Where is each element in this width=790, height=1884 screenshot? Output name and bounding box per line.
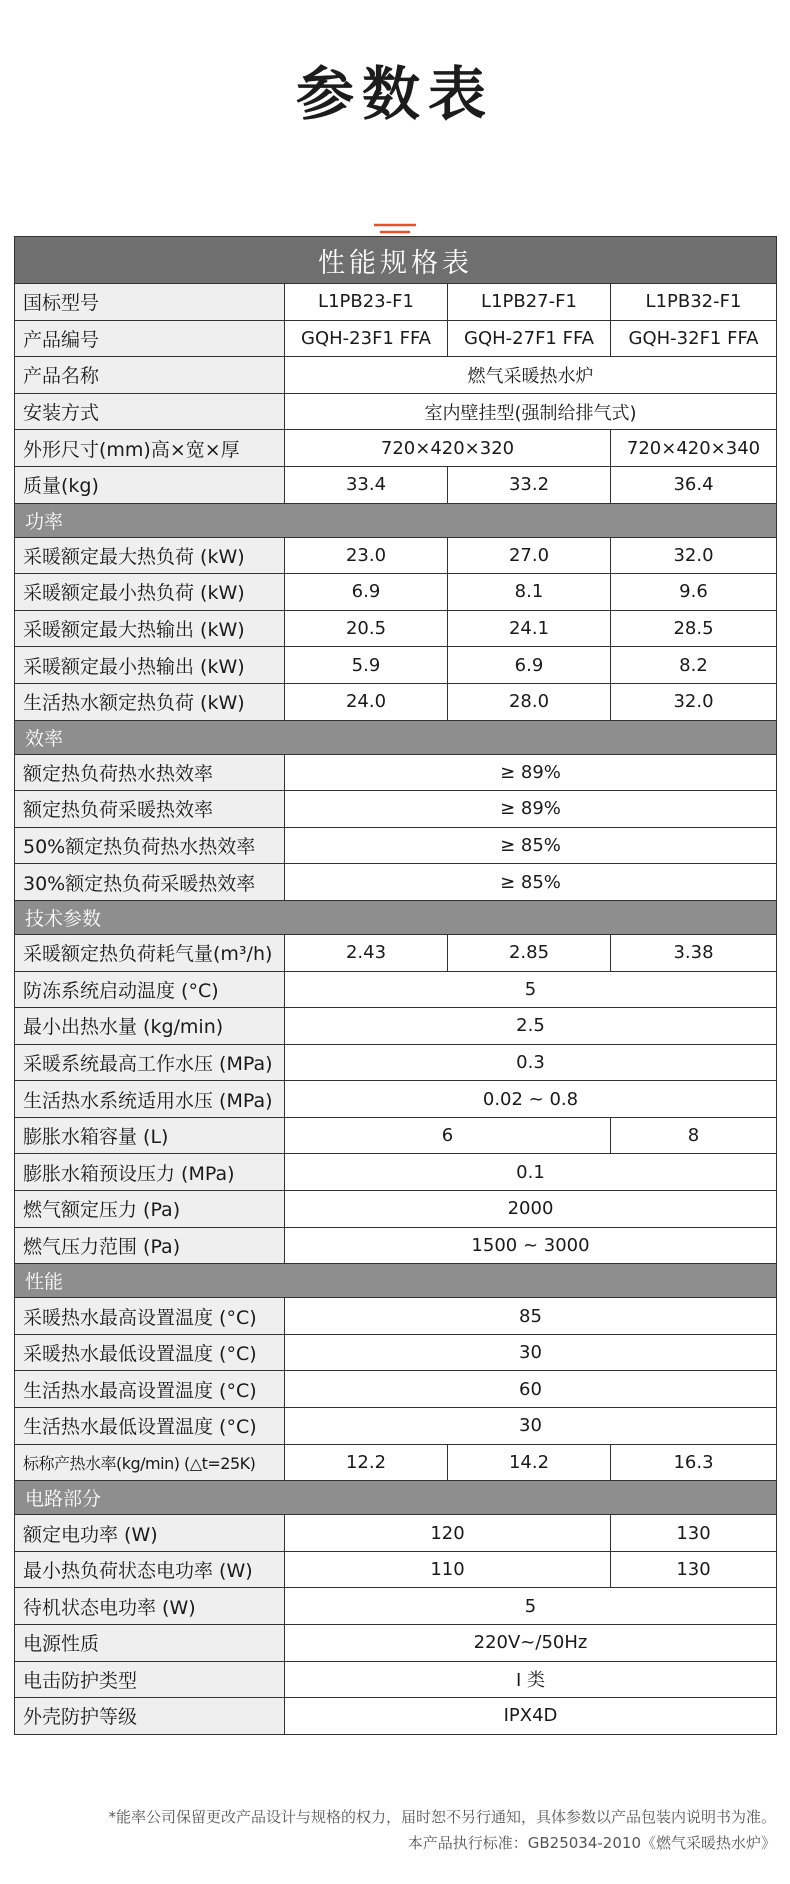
section-heading: 效率 bbox=[15, 720, 777, 754]
table-row bbox=[15, 284, 777, 321]
standard-note: 本产品执行标准：GB25034-2010《燃气采暖热水炉》 bbox=[407, 1834, 776, 1852]
cell: 33.2 bbox=[448, 466, 611, 503]
table-row bbox=[15, 1081, 777, 1118]
cell: 2.5 bbox=[285, 1008, 777, 1045]
cell: ≥ 89% bbox=[285, 754, 777, 791]
cell: 32.0 bbox=[611, 537, 777, 574]
section-heading: 技术参数 bbox=[15, 900, 777, 934]
cell: GQH-27F1 FFA bbox=[448, 320, 611, 357]
cell: 6.9 bbox=[448, 647, 611, 684]
cell: 8.1 bbox=[448, 574, 611, 611]
table-row bbox=[15, 1044, 777, 1081]
cell: 6 bbox=[285, 1117, 611, 1154]
cell: 28.5 bbox=[611, 610, 777, 647]
row-label: 待机状态电功率 (W) bbox=[15, 1588, 285, 1625]
table-title-row bbox=[15, 237, 777, 284]
table-row bbox=[15, 1154, 777, 1191]
row-label: 采暖额定最小热输出 (kW) bbox=[15, 647, 285, 684]
section-heading: 性能 bbox=[15, 1264, 777, 1298]
table-row bbox=[15, 357, 777, 394]
cell: 36.4 bbox=[611, 466, 777, 503]
table-row bbox=[15, 1227, 777, 1264]
table-row bbox=[15, 1408, 777, 1445]
table-row bbox=[15, 1625, 777, 1662]
spec-table bbox=[14, 236, 777, 1735]
row-label: 额定热负荷采暖热效率 bbox=[15, 791, 285, 828]
cell: 5 bbox=[285, 971, 777, 1008]
table-row bbox=[15, 647, 777, 684]
cell: 6.9 bbox=[285, 574, 448, 611]
cell: 16.3 bbox=[611, 1444, 777, 1481]
table-row bbox=[15, 610, 777, 647]
row-label: 燃气额定压力 (Pa) bbox=[15, 1191, 285, 1228]
row-label: 电击防护类型 bbox=[15, 1661, 285, 1698]
table-row bbox=[15, 827, 777, 864]
row-label: 50%额定热负荷热水热效率 bbox=[15, 827, 285, 864]
row-label: 电源性质 bbox=[15, 1625, 285, 1662]
row-label: 防冻系统启动温度 (°C) bbox=[15, 971, 285, 1008]
section-header-technical bbox=[15, 900, 777, 934]
row-label: 采暖热水最低设置温度 (°C) bbox=[15, 1334, 285, 1371]
cell: 220V~/50Hz bbox=[285, 1625, 777, 1662]
table-title: 性能规格表 bbox=[15, 237, 777, 284]
table-row bbox=[15, 1588, 777, 1625]
row-label: 最小出热水量 (kg/min) bbox=[15, 1008, 285, 1045]
table-row bbox=[15, 430, 777, 467]
row-label: 最小热负荷状态电功率 (W) bbox=[15, 1551, 285, 1588]
cell: 32.0 bbox=[611, 683, 777, 720]
table-row bbox=[15, 1551, 777, 1588]
row-label: 额定电功率 (W) bbox=[15, 1515, 285, 1552]
cell: L1PB27-F1 bbox=[448, 284, 611, 321]
cell: 5 bbox=[285, 1588, 777, 1625]
cell: 8.2 bbox=[611, 647, 777, 684]
row-label: 产品编号 bbox=[15, 320, 285, 357]
cell: IPX4D bbox=[285, 1698, 777, 1735]
section-heading: 电路部分 bbox=[15, 1481, 777, 1515]
cell: 0.3 bbox=[285, 1044, 777, 1081]
cell: L1PB32-F1 bbox=[611, 284, 777, 321]
cell: 110 bbox=[285, 1551, 611, 1588]
row-label: 采暖额定热负荷耗气量(m³/h) bbox=[15, 934, 285, 971]
table-row bbox=[15, 1515, 777, 1552]
row-label: 生活热水最高设置温度 (°C) bbox=[15, 1371, 285, 1408]
cell: 23.0 bbox=[285, 537, 448, 574]
table-row bbox=[15, 791, 777, 828]
row-label: 国标型号 bbox=[15, 284, 285, 321]
table-row bbox=[15, 1008, 777, 1045]
section-header-power bbox=[15, 503, 777, 537]
row-label: 采暖系统最高工作水压 (MPa) bbox=[15, 1044, 285, 1081]
cell: 14.2 bbox=[448, 1444, 611, 1481]
cell: 2000 bbox=[285, 1191, 777, 1228]
table-row bbox=[15, 1334, 777, 1371]
row-label: 膨胀水箱容量 (L) bbox=[15, 1117, 285, 1154]
cell: 24.0 bbox=[285, 683, 448, 720]
cell: 28.0 bbox=[448, 683, 611, 720]
cell: 720×420×340 bbox=[611, 430, 777, 467]
section-header-performance bbox=[15, 1264, 777, 1298]
row-label: 膨胀水箱预设压力 (MPa) bbox=[15, 1154, 285, 1191]
row-label: 采暖热水最高设置温度 (°C) bbox=[15, 1298, 285, 1335]
row-label: 质量(kg) bbox=[15, 466, 285, 503]
cell: 1500 ~ 3000 bbox=[285, 1227, 777, 1264]
cell: 室内壁挂型(强制给排气式) bbox=[285, 393, 777, 430]
cell: I 类 bbox=[285, 1661, 777, 1698]
table-row bbox=[15, 971, 777, 1008]
table-row bbox=[15, 754, 777, 791]
cell: ≥ 89% bbox=[285, 791, 777, 828]
table-row bbox=[15, 537, 777, 574]
cell: 720×420×320 bbox=[285, 430, 611, 467]
table-row bbox=[15, 1698, 777, 1735]
table-row bbox=[15, 1298, 777, 1335]
cell: 燃气采暖热水炉 bbox=[285, 357, 777, 394]
cell: 33.4 bbox=[285, 466, 448, 503]
cell: 120 bbox=[285, 1515, 611, 1552]
cell: 130 bbox=[611, 1515, 777, 1552]
cell: 130 bbox=[611, 1551, 777, 1588]
cell: 30 bbox=[285, 1408, 777, 1445]
row-label: 采暖额定最小热负荷 (kW) bbox=[15, 574, 285, 611]
table-row bbox=[15, 466, 777, 503]
row-label: 外形尺寸(mm)高×宽×厚 bbox=[15, 430, 285, 467]
page-title: 参数表 bbox=[295, 60, 494, 128]
cell: 12.2 bbox=[285, 1444, 448, 1481]
table-row bbox=[15, 934, 777, 971]
row-label: 安装方式 bbox=[15, 393, 285, 430]
cell: GQH-32F1 FFA bbox=[611, 320, 777, 357]
row-label: 生活热水最低设置温度 (°C) bbox=[15, 1408, 285, 1445]
cell: ≥ 85% bbox=[285, 827, 777, 864]
cell: 5.9 bbox=[285, 647, 448, 684]
cell: 2.85 bbox=[448, 934, 611, 971]
cell: 27.0 bbox=[448, 537, 611, 574]
cell: 0.02 ~ 0.8 bbox=[285, 1081, 777, 1118]
row-label: 燃气压力范围 (Pa) bbox=[15, 1227, 285, 1264]
cell: 30 bbox=[285, 1334, 777, 1371]
cell: 9.6 bbox=[611, 574, 777, 611]
table-row bbox=[15, 1117, 777, 1154]
row-label: 外壳防护等级 bbox=[15, 1698, 285, 1735]
cell: 24.1 bbox=[448, 610, 611, 647]
row-label: 额定热负荷热水热效率 bbox=[15, 754, 285, 791]
section-header-efficiency bbox=[15, 720, 777, 754]
cell: 2.43 bbox=[285, 934, 448, 971]
cell: 0.1 bbox=[285, 1154, 777, 1191]
table-row bbox=[15, 1191, 777, 1228]
row-label: 生活热水额定热负荷 (kW) bbox=[15, 683, 285, 720]
cell: GQH-23F1 FFA bbox=[285, 320, 448, 357]
cell: 60 bbox=[285, 1371, 777, 1408]
section-heading: 功率 bbox=[15, 503, 777, 537]
cell: 8 bbox=[611, 1117, 777, 1154]
row-label: 采暖额定最大热输出 (kW) bbox=[15, 610, 285, 647]
cell: 3.38 bbox=[611, 934, 777, 971]
row-label: 30%额定热负荷采暖热效率 bbox=[15, 864, 285, 901]
table-row bbox=[15, 574, 777, 611]
row-label: 生活热水系统适用水压 (MPa) bbox=[15, 1081, 285, 1118]
table-row bbox=[15, 320, 777, 357]
cell: 20.5 bbox=[285, 610, 448, 647]
table-row bbox=[15, 683, 777, 720]
cell: L1PB23-F1 bbox=[285, 284, 448, 321]
row-label: 采暖额定最大热负荷 (kW) bbox=[15, 537, 285, 574]
table-row bbox=[15, 1661, 777, 1698]
row-label: 标称产热水率(kg/min) (△t=25K) bbox=[15, 1444, 285, 1481]
table-row bbox=[15, 1371, 777, 1408]
section-header-electrical bbox=[15, 1481, 777, 1515]
cell: ≥ 85% bbox=[285, 864, 777, 901]
table-row bbox=[15, 1444, 777, 1481]
cell: 85 bbox=[285, 1298, 777, 1335]
row-label: 产品名称 bbox=[15, 357, 285, 394]
table-row bbox=[15, 864, 777, 901]
table-row bbox=[15, 393, 777, 430]
disclaimer-note: *能率公司保留更改产品设计与规格的权力，届时恕不另行通知，具体参数以产品包装内说明书为准。 bbox=[108, 1808, 776, 1826]
